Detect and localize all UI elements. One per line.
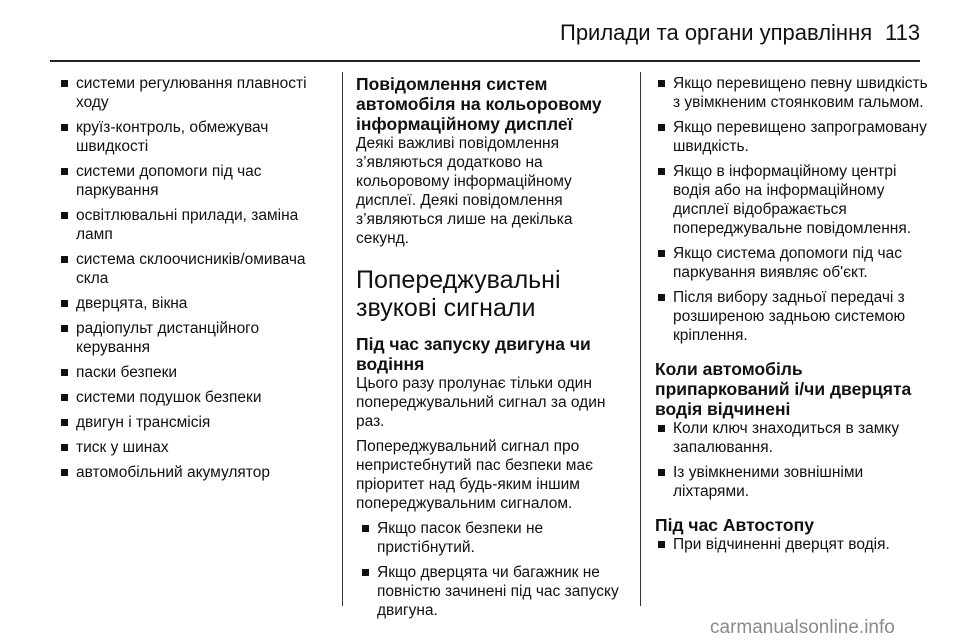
column-1 xyxy=(58,74,328,488)
subsection-heading-autostop: Під час Автостопу xyxy=(655,515,814,535)
list-item: система склоочисників/омивача скла xyxy=(58,250,328,288)
watermark: carmanualsonline.info xyxy=(710,617,895,638)
condition-list xyxy=(655,74,930,345)
subsection-heading-engine-start: Під час запуску двигуна чи водіння xyxy=(356,334,591,374)
list-item: Якщо дверцята чи багажник не повністю зачинені під час запуску двигуна. xyxy=(359,563,626,620)
feature-list xyxy=(58,74,328,482)
condition-list xyxy=(655,419,930,501)
list-item: Із увімкненими зовнішніми ліхтарями. xyxy=(655,463,930,501)
paragraph: Попереджувальний сигнал про непристебнутий пас безпеки має пріоритет над будь-яким іншим попереджувальним сигналом. xyxy=(356,438,593,512)
condition-list xyxy=(359,519,626,620)
list-item: круїз-контроль, обмежувач швидкості xyxy=(58,118,328,156)
subsection-heading-parked: Коли автомобіль припаркований і/чи дверцята водія відчинені xyxy=(655,359,912,419)
list-item: системи допомоги під час паркування xyxy=(58,162,328,200)
list-item: системи подушок безпеки xyxy=(58,388,328,407)
list-item: дверцята, вікна xyxy=(58,294,328,313)
list-item: Після вибору задньої передачі з розширеною задньою системою кріплення. xyxy=(655,288,930,345)
list-item: двигун і трансмісія xyxy=(58,413,328,432)
section-heading-vehicle-messages: Повідомлення систем автомобіля на кольоровому інформаційному дисплеї xyxy=(356,74,602,134)
page-title: Прилади та органи управління xyxy=(560,20,873,45)
list-item: освітлювальні прилади, заміна ламп xyxy=(58,206,328,244)
list-item: Коли ключ знаходиться в замку запалювання. xyxy=(655,419,930,457)
section-title-warning-chimes: Попереджувальні звукові сигнали xyxy=(356,266,561,322)
paragraph: Деякі важливі повідомлення з’являються додатково на кольоровому інформаційному дисплеї. Деякі повідомлення з’являються лише на декілька секунд. xyxy=(356,135,573,247)
list-item: паски безпеки xyxy=(58,363,328,382)
column-3 xyxy=(655,74,930,560)
page-header xyxy=(0,0,960,62)
page-number: 113 xyxy=(885,20,921,45)
list-item: тиск у шинах xyxy=(58,438,328,457)
paragraph: Цього разу пролунає тільки один попереджувальний сигнал за один раз. xyxy=(356,375,606,430)
column-2 xyxy=(356,74,626,626)
list-item: Якщо система допомоги під час паркування виявляє об'єкт. xyxy=(655,244,930,282)
list-item: Якщо перевищено певну швидкість з увімкненим стоянковим гальмом. xyxy=(655,74,930,112)
list-item: При відчиненні дверцят водія. xyxy=(655,535,930,554)
column-divider-2 xyxy=(640,72,641,606)
list-item: радіопульт дистанційного керування xyxy=(58,319,328,357)
list-item: Якщо перевищено запрограмовану швидкість. xyxy=(655,118,930,156)
list-item: автомобільний акумулятор xyxy=(58,463,328,482)
condition-list xyxy=(655,535,930,554)
list-item: Якщо пасок безпеки не пристібнутий. xyxy=(359,519,626,557)
header-divider xyxy=(50,60,920,62)
list-item: системи регулювання плавності ходу xyxy=(58,74,328,112)
list-item: Якщо в інформаційному центрі водія або на інформаційному дисплеї відображається попереджувальне повідомлення. xyxy=(655,162,930,238)
column-divider-1 xyxy=(342,72,343,606)
